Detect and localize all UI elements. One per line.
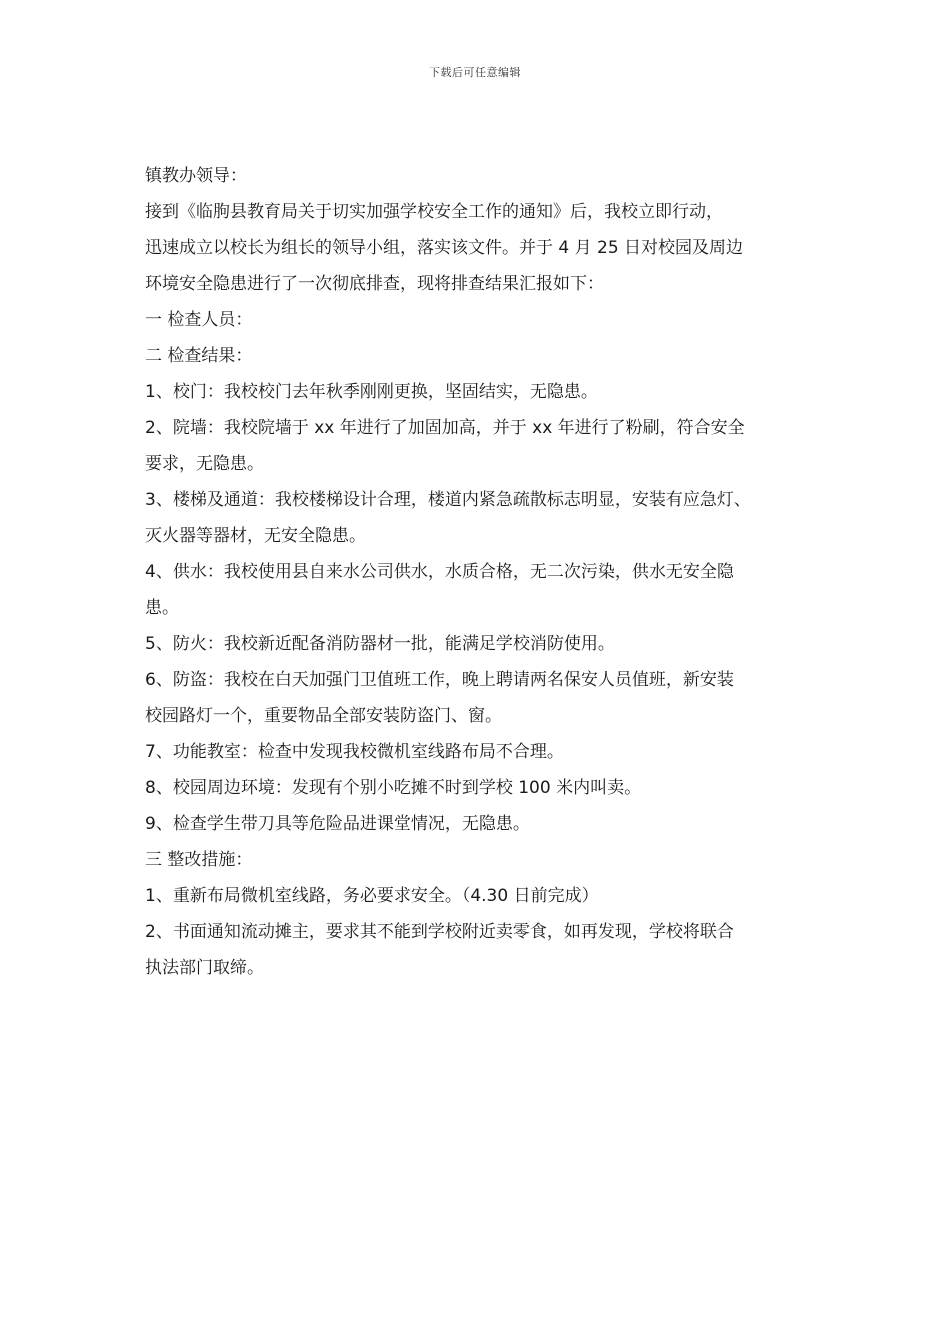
list-item-continuation: 患。 [145,598,179,618]
list-item: 3、楼梯及通道：我校楼梯设计合理，楼道内紧急疏散标志明显，安装有应急灯、 [145,490,751,510]
list-item: 9、检查学生带刀具等危险品进课堂情况，无隐患。 [145,814,530,834]
list-item: 2、书面通知流动摊主，要求其不能到学校附近卖零食，如再发现，学校将联合 [145,922,734,942]
list-item: 5、防火：我校新近配备消防器材一批，能满足学校消防使用。 [145,634,615,654]
list-item: 4、供水：我校使用县自来水公司供水，水质合格，无二次污染，供水无安全隐 [145,562,734,582]
list-item: 6、防盗：我校在白天加强门卫值班工作，晚上聘请两名保安人员值班，新安装 [145,670,734,690]
list-item-continuation: 执法部门取缔。 [145,958,264,978]
document-body [145,158,825,986]
list-item-continuation: 要求，无隐患。 [145,454,264,474]
list-item: 7、功能教室：检查中发现我校微机室线路布局不合理。 [145,742,564,762]
paragraph-line: 环境安全隐患进行了一次彻底排查，现将排查结果汇报如下： [145,274,604,294]
list-item: 1、校门：我校校门去年秋季刚刚更换，坚固结实，无隐患。 [145,382,598,402]
list-item-continuation: 灭火器等器材，无安全隐患。 [145,526,366,546]
list-item: 8、校园周边环境：发现有个别小吃摊不时到学校 100 米内叫卖。 [145,778,642,798]
list-item-continuation: 校园路灯一个，重要物品全部安装防盗门、窗。 [145,706,502,726]
paragraph-line: 接到《临朐县教育局关于切实加强学校安全工作的通知》后，我校立即行动， [145,202,723,222]
list-item: 1、重新布局微机室线路，务必要求安全。（4.30 日前完成） [145,886,599,906]
list-item: 2、院墙：我校院墙于 xx 年进行了加固加高，并于 xx 年进行了粉刷，符合安全 [145,418,745,438]
section-heading: 一 检查人员： [145,310,253,330]
download-note: 下载后可任意编辑 [429,66,521,79]
section-heading: 二 检查结果： [145,346,253,366]
section-heading: 三 整改措施： [145,850,253,870]
paragraph-line: 迅速成立以校长为组长的领导小组，落实该文件。并于 4 月 25 日对校园及周边 [145,238,744,258]
salutation: 镇教办领导： [145,166,247,186]
